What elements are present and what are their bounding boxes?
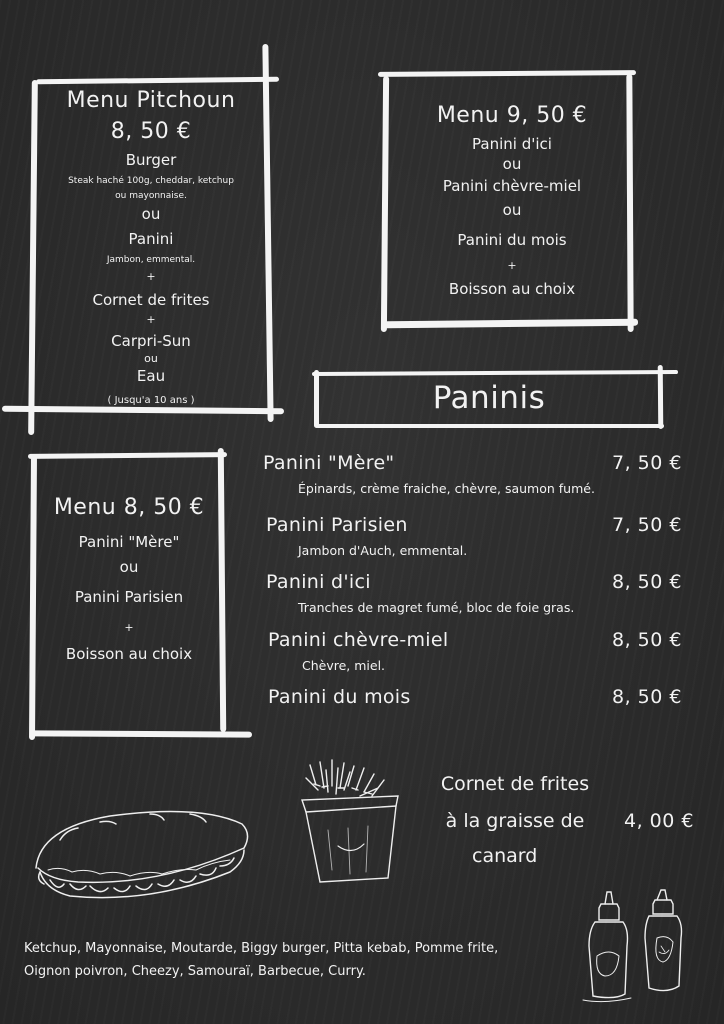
pitchoun-price: 8, 50 € [110,119,192,144]
sauces-line: Oignon poivron, Cheezy, Samouraï, Barbecue, Curry. [24,964,366,979]
fries-title: à la graisse de [445,810,585,832]
or-label: ou [144,352,158,365]
panini-price: 8, 50 € [612,686,682,708]
menu950-item: Panini du mois [457,231,567,249]
pitchoun-drink: Carpri-Sun [111,332,191,350]
plus-sign: + [146,270,156,283]
menu850-item: Panini "Mère" [78,533,180,551]
sandwich-illustration [30,800,255,910]
frame-edge [28,452,227,459]
menu950-item: Panini chèvre-miel [442,177,582,195]
frame-edge [28,80,38,435]
pitchoun-burger: Burger [125,151,177,169]
fries-illustration [298,760,408,885]
pitchoun-drink: Eau [136,367,166,385]
panini-name: Panini d'ici [266,571,371,593]
panini-name: Panini Parisien [266,514,408,536]
menu950-title: Menu 9, 50 € [436,103,588,128]
menu850-item: Boisson au choix [65,645,193,663]
frame-edge [2,406,284,414]
pitchoun-fries: Cornet de frites [92,291,210,309]
frame-edge [384,319,638,329]
or-label: ou [502,155,522,173]
fries-price: 4, 00 € [624,810,694,832]
panini-desc: Jambon d'Auch, emmental. [298,543,468,558]
frame-edge [36,77,279,85]
menu950-item: Panini d'ici [472,135,552,153]
pitchoun-burger-desc: ou mayonnaise. [115,191,187,201]
paninis-heading: Paninis [432,380,546,416]
pitchoun-panini: Panini [128,230,174,248]
panini-desc: Chèvre, miel. [302,658,386,673]
frame-edge [312,370,678,376]
plus-sign: + [124,621,134,634]
plus-sign: + [146,313,156,326]
panini-price: 8, 50 € [612,629,682,651]
frame-edge [316,424,664,428]
or-label: ou [502,201,522,219]
pitchoun-panini-desc: Jambon, emmental. [106,255,196,265]
panini-price: 7, 50 € [612,452,682,474]
or-label: ou [119,558,139,576]
panini-price: 7, 50 € [612,514,682,536]
pitchoun-age: ( Jusqu'a 10 ans ) [107,395,195,406]
frame-edge [378,70,636,77]
pitchoun-burger-desc: Steak haché 100g, cheddar, ketchup [68,176,234,186]
frame-edge [30,730,252,737]
fries-title: canard [472,845,538,867]
panini-desc: Épinards, crème fraiche, chèvre, saumon fumé. [298,481,595,496]
panini-name: Panini "Mère" [263,452,395,474]
panini-desc: Tranches de magret fumé, bloc de foie gras. [298,600,575,615]
panini-name: Panini du mois [268,686,411,708]
panini-name: Panini chèvre-miel [268,629,449,651]
sauces-line: Ketchup, Mayonnaise, Moutarde, Biggy burger, Pitta kebab, Pomme frite, [24,941,499,956]
panini-price: 8, 50 € [612,571,682,593]
sauce-bottles-illustration [575,890,700,1010]
fries-title: Cornet de frites [440,773,590,795]
pitchoun-title: Menu Pitchoun [66,88,236,113]
menu850-item: Panini Parisien [74,588,184,606]
plus-sign: + [507,259,517,272]
menu950-item: Boisson au choix [448,280,576,298]
menu850-title: Menu 8, 50 € [53,495,205,520]
or-label: ou [141,205,161,223]
frame-edge [381,76,389,332]
frame-edge [262,44,273,422]
